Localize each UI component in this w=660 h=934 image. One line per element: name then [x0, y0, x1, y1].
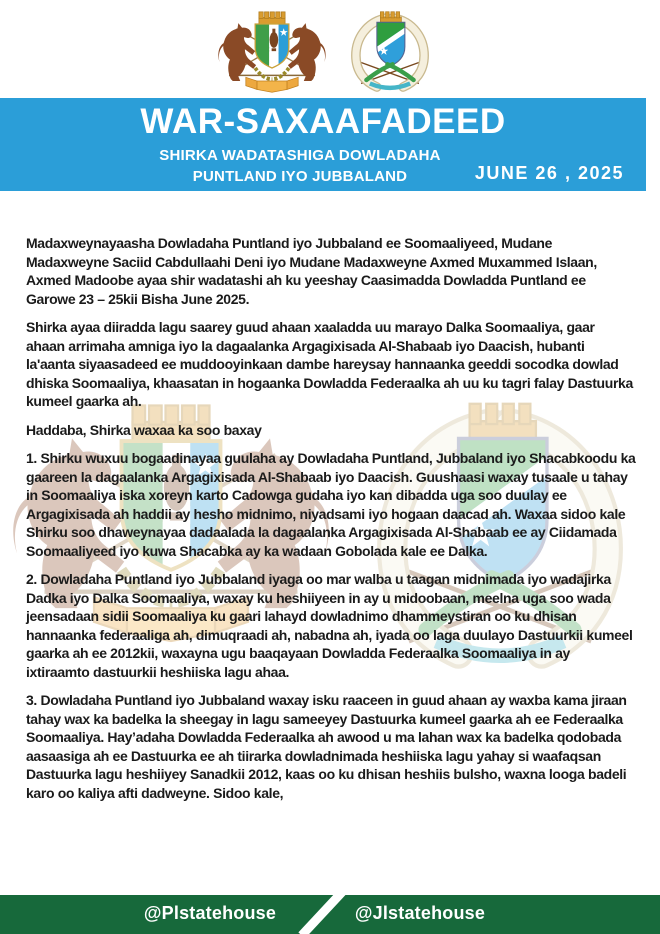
press-release-banner	[0, 98, 646, 191]
jubbaland-emblem-icon	[338, 10, 442, 94]
paragraph-point-3: 3. Dowladaha Puntland iyo Jubbaland waxay isku raaceen in guud ahaan ay waxba kama jiraan tahay wax ka badelka la sheegay in lagu sameeyey Dastuurka kumeel gaarka ah ee Federaalka Soomaaliya. Hay’adaha Dowladda Federaalka ah awood u ma lahan wax ka badelka qodobada aasaasiga ah ee Dastuurka ee ah tiirarka dowladnimada heshiiska lagu yahay si waafaqsan Dastuurka lagu heshiiyey Sanadkii 2012, kaas oo ku dhisan heshiis bulsho, waxna looga badeli karo oo kaliya afti dadweyne. Sidoo kale,	[26, 692, 627, 801]
date-label: JUNE 26 , 2025	[474, 163, 624, 183]
header-emblems	[0, 10, 660, 98]
paragraph-intro: Madaxweynayaasha Dowladaha Puntland iyo Jubbaland ee Soomaaliyeed, Mudane Madaxweyne Saciid Cabdullaahi Deni iyo Mudane Madaxweyne Axmed Muxammed Islaan, Axmed Madoobe ayaa shir wadatashi ah ku yeeshay Caasimadda Dowladda Puntland ee Garowe 23 – 25kii Bisha June 2025.	[26, 235, 597, 307]
paragraph-point-1: 1. Shirku wuxuu bogaadinayaa guulaha ay Dowladaha Puntland, Jubbaland iyo Shacabkoodu ka gaareen la dagaalanka Argagixisada Al-Shabaab iyo Daacish. Guushaasi waxay tusaale u tahay in Soomaaliya iska xoreyn karto Cadowga gudaha iyo kan dibadda uga soo duulay ee Argagixisada ah haddii ay hesho midnimo, niyadsami iyo hogaan daacad ah. Waxaa sidoo kale Shirku soo dhaweynayaa dadaalada la dagaalanka Argagixisada Al-Shabaab ee ay Ciidamada Soomaaliyeed iyo kuwa Shacabka ay ka wadaan Gobolada kale ee Dalka.	[26, 450, 636, 559]
paragraph-point-2: 2. Dowladaha Puntland iyo Jubbaland iyaga oo mar walba u taagan midnimada iyo wadajirka Dadka iyo Dalka Soomaaliya, waxay ku heshiiyeen in ay u midoobaan, meelna uga soo wada jeensadaan sidii Soomaaliya ku gaari lahayd dowladnimo dhammeystiran oo ku dhisan hannaanka federaaliga ah, dimuqraadi ah, nabadna ah, iyada oo laga duulayo Dastuurkii kumeel gaarka ah ee 2012kii, waxayna ugu baaqayaan Dowladda Federaalka Soomaaliya in ay ixtiraamto dastuurkii heshiiska lagu ahaa.	[26, 571, 633, 680]
subtitle-line-1: SHIRKA WADATASHIGA DOWLADAHA	[159, 147, 441, 164]
paragraph-lead-in: Haddaba, Shirka waxaa ka soo baxay	[26, 421, 262, 438]
puntland-social-handle: @Plstatehouse	[143, 903, 277, 923]
body-text	[26, 234, 636, 812]
footer-bar	[0, 895, 660, 934]
page-title: WAR-SAXAAFADEED	[140, 102, 506, 141]
jubbaland-social-handle: @Jlstatehouse	[354, 903, 486, 923]
paragraph-focus: Shirka ayaa diiradda lagu saarey guud ahaan xaaladda uu marayo Dalka Soomaaliya, gaar ahaan arrimaha amniga iyo la dagaalanka Argagixisada Al-Shabaab iyo Daacish, hubanti la'aanta siyaasadeed ee muddooyinkaan dambe hareysay hannaanka geeddi socodka dowlad dhiska Soomaaliya, khaasatan in hogaanka Dowladda Federaalka ah uu ku tagri falay Dastuurka kumeel gaarka ah.	[26, 319, 633, 409]
subtitle-line-2: PUNTLAND IYO JUBBALAND	[192, 168, 408, 185]
puntland-emblem-icon	[210, 10, 334, 96]
